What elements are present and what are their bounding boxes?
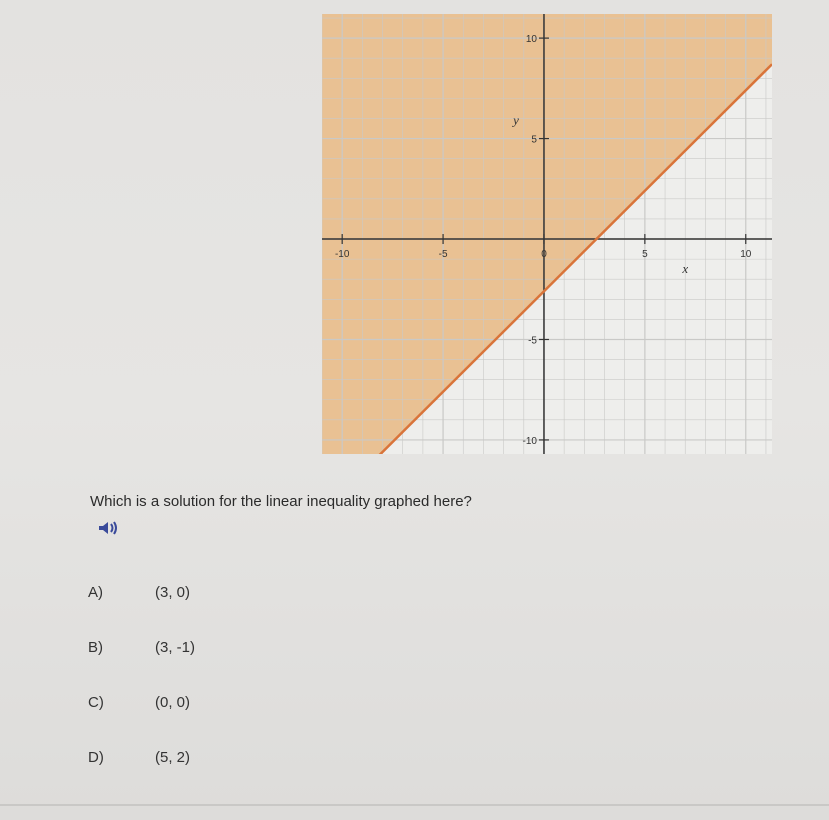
choice-value: (5, 2) xyxy=(155,749,191,766)
bottom-divider xyxy=(0,804,829,806)
x-tick-label: -5 xyxy=(438,249,448,261)
y-tick-label: -5 xyxy=(528,335,537,347)
y-tick-label: -10 xyxy=(522,435,537,447)
choice-letter: B) xyxy=(88,639,103,656)
x-tick-label: 5 xyxy=(642,249,648,261)
choice-letter: A) xyxy=(88,584,103,601)
question-text: Which is a solution for the linear inequality graphed here? xyxy=(90,493,472,510)
x-axis-label: x xyxy=(682,261,689,277)
shaded-region xyxy=(322,14,772,454)
y-tick-label: 5 xyxy=(531,134,537,146)
choice-value: (0, 0) xyxy=(155,694,191,711)
choice-a[interactable] xyxy=(80,578,380,608)
inequality-graph xyxy=(322,14,772,454)
x-tick-label: 0 xyxy=(541,249,547,261)
x-tick-label: 10 xyxy=(740,249,752,261)
choice-c[interactable] xyxy=(80,688,380,718)
y-tick-label: 10 xyxy=(525,34,537,46)
choice-b[interactable] xyxy=(80,633,380,663)
choice-value: (3, -1) xyxy=(155,639,196,656)
choice-letter: D) xyxy=(88,749,104,766)
choice-d[interactable] xyxy=(80,743,380,773)
choice-letter: C) xyxy=(88,694,104,711)
speaker-icon[interactable] xyxy=(97,518,121,538)
graph xyxy=(322,14,772,454)
choice-value: (3, 0) xyxy=(155,584,191,601)
x-tick-label: -10 xyxy=(334,249,350,261)
y-axis-label: y xyxy=(513,112,519,128)
